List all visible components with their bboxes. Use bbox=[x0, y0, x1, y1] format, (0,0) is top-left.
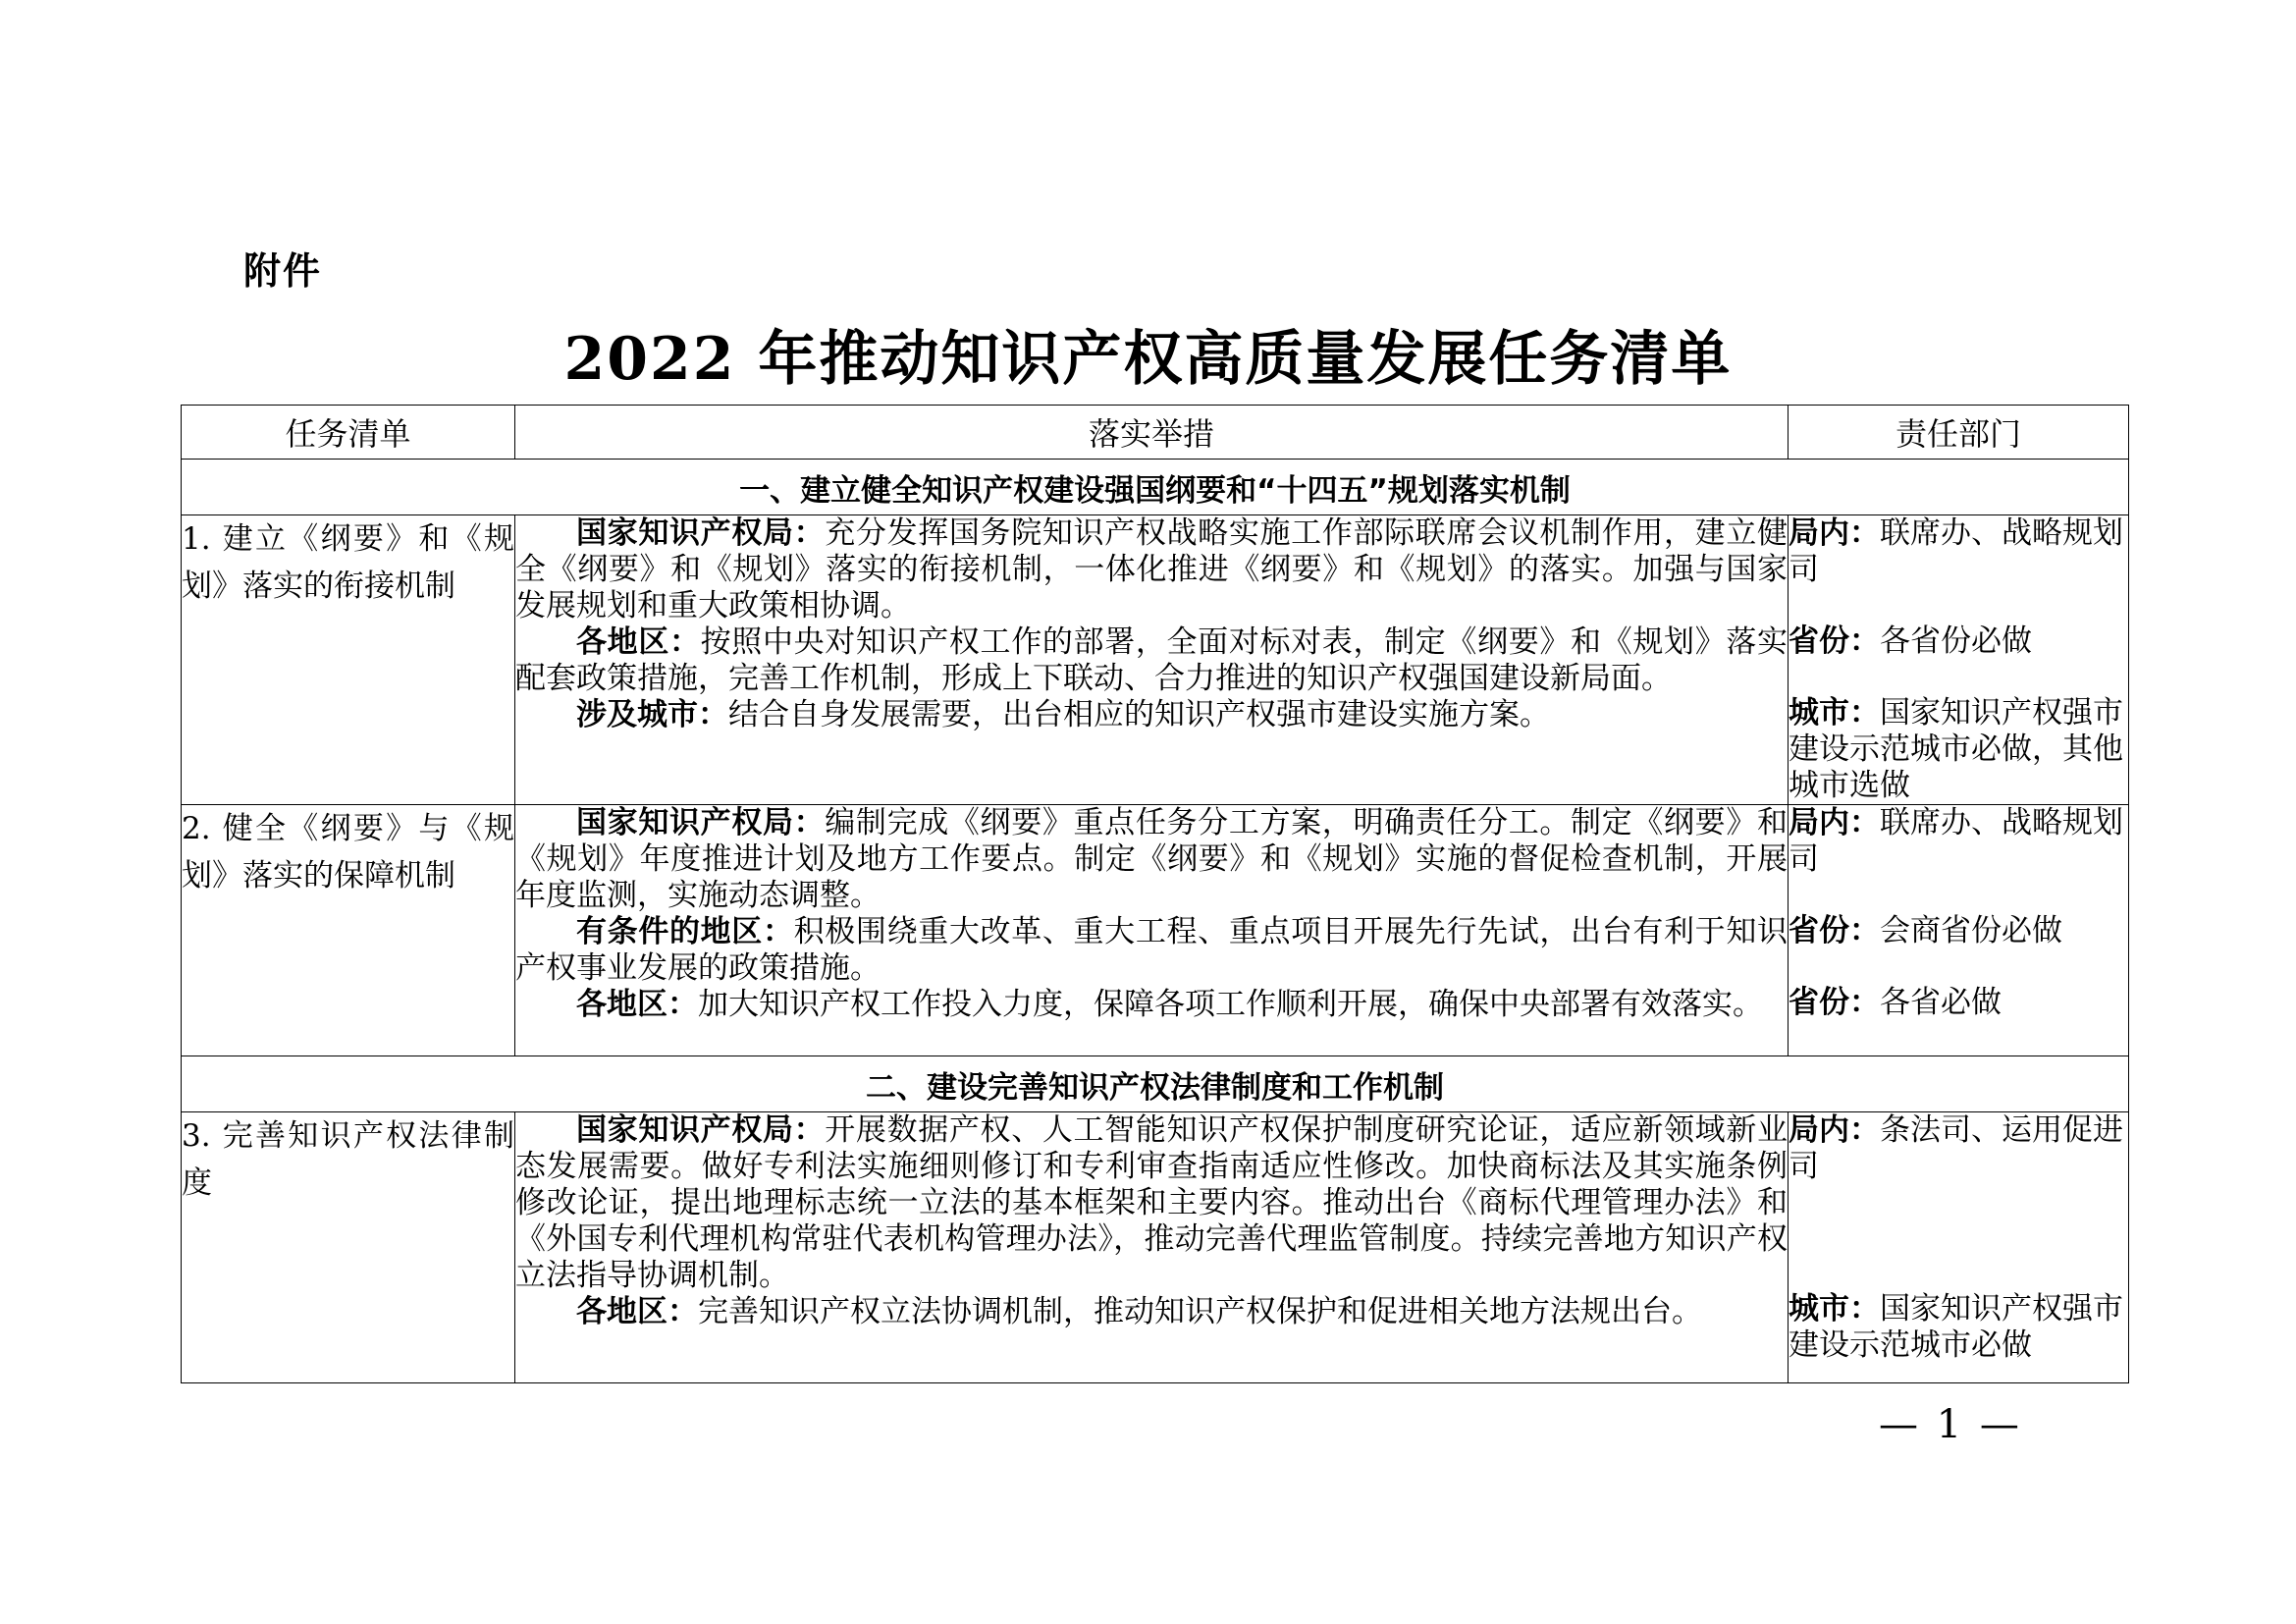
table-row bbox=[182, 515, 2129, 805]
measure-text: 加大知识产权工作投入力度，保障各项工作顺利开展，确保中央部署有效落实。 bbox=[698, 987, 1763, 1022]
attachment-label: 附件 bbox=[243, 249, 323, 293]
measure-text: 按照中央对知识产权工作的部署，全面对标对表，制定《纲要》和《规划》落实配套政策措施，完善工作机制，形成上下联动、合力推进的知识产权强国建设新局面。 bbox=[515, 624, 1789, 696]
department-label: 省份： bbox=[1789, 623, 1880, 659]
department-label: 城市： bbox=[1789, 695, 1880, 731]
measure-text: 开展数据产权、人工智能知识产权保护制度研究论证，适应新领域新业态发展需要。做好专利法实施细则修订和专利审查指南适应性修改。加快商标法及其实施条例修改论证，提出地理标志统一立法的基本框架和主要内容。推动出台《商标代理管理办法》和《外国专利代理机构常驻代表机构管理办法》，推动完善代理监管制度。持续完善地方知识产权立法指导协调机制。 bbox=[515, 1112, 1788, 1293]
department-label: 局内： bbox=[1789, 515, 1880, 551]
measures-cell bbox=[515, 515, 1789, 805]
measure-text: 完善知识产权立法协调机制，推动知识产权保护和促进相关地方法规出台。 bbox=[698, 1294, 1702, 1329]
department-text: 联席办、战略规划司 bbox=[1789, 805, 2123, 877]
page-number: — 1 — bbox=[1879, 1402, 2022, 1447]
measure-item bbox=[515, 697, 1788, 733]
department-label: 局内： bbox=[1789, 805, 1880, 840]
department-entry bbox=[1789, 805, 2128, 878]
department-entry bbox=[1789, 515, 2128, 588]
measure-item bbox=[515, 805, 1788, 914]
department-entry bbox=[1789, 985, 2128, 1021]
department-entry bbox=[1789, 1112, 2128, 1185]
department-text: 联席办、战略规划司 bbox=[1789, 515, 2123, 587]
department-cell bbox=[1789, 805, 2129, 1056]
section-row bbox=[182, 460, 2129, 515]
measure-item bbox=[515, 1294, 1788, 1330]
table-header-row bbox=[182, 406, 2129, 460]
measure-item bbox=[515, 1112, 1788, 1294]
measure-actor: 国家知识产权局： bbox=[576, 1112, 826, 1148]
table-row bbox=[182, 1112, 2129, 1383]
section-row bbox=[182, 1056, 2129, 1112]
measure-item bbox=[515, 914, 1788, 987]
department-label: 城市： bbox=[1789, 1291, 1880, 1326]
table-row bbox=[182, 805, 2129, 1056]
measure-actor: 各地区： bbox=[576, 1294, 698, 1329]
measure-actor: 各地区： bbox=[576, 987, 698, 1022]
department-entry bbox=[1789, 913, 2128, 949]
measure-text: 编制完成《纲要》重点任务分工方案，明确责任分工。制定《纲要》和《规划》年度推进计划及地方工作要点。制定《纲要》和《规划》实施的督促检查机制，开展年度监测，实施动态调整。 bbox=[515, 805, 1788, 913]
department-label: 省份： bbox=[1789, 913, 1880, 948]
column-header-measures: 落实举措 bbox=[515, 406, 1789, 460]
measure-item bbox=[515, 624, 1788, 697]
measure-text: 结合自身发展需要，出台相应的知识产权强市建设实施方案。 bbox=[728, 697, 1550, 732]
department-label: 省份： bbox=[1789, 985, 1880, 1020]
measure-actor: 国家知识产权局： bbox=[576, 805, 826, 840]
department-text: 条法司、运用促进司 bbox=[1789, 1112, 2123, 1184]
measure-actor: 有条件的地区： bbox=[576, 914, 794, 949]
section-heading: 一、建立健全知识产权建设强国纲要和“十四五”规划落实机制 bbox=[182, 460, 2129, 515]
measure-actor: 各地区： bbox=[576, 624, 701, 660]
department-entry bbox=[1789, 1291, 2128, 1364]
department-text: 各省必做 bbox=[1880, 985, 2002, 1020]
department-label: 局内： bbox=[1789, 1112, 1880, 1148]
task-cell: 1. 建立《纲要》和《规划》落实的衔接机制 bbox=[182, 515, 515, 805]
measures-cell bbox=[515, 805, 1789, 1056]
task-cell: 2. 健全《纲要》与《规划》落实的保障机制 bbox=[182, 805, 515, 1056]
measure-text: 充分发挥国务院知识产权战略实施工作部际联席会议机制作用，建立健全《纲要》和《规划》落实的衔接机制，一体化推进《纲要》和《规划》的落实。加强与国家发展规划和重大政策相协调。 bbox=[515, 515, 1788, 623]
section-heading: 二、建设完善知识产权法律制度和工作机制 bbox=[182, 1056, 2129, 1112]
department-cell bbox=[1789, 515, 2129, 805]
department-text: 国家知识产权强市建设示范城市必做，其他城市选做 bbox=[1789, 695, 2123, 803]
measure-actor: 国家知识产权局： bbox=[576, 515, 826, 551]
department-text: 国家知识产权强市建设示范城市必做 bbox=[1789, 1291, 2123, 1363]
task-cell: 3. 完善知识产权法律制度 bbox=[182, 1112, 515, 1383]
department-cell bbox=[1789, 1112, 2129, 1383]
measure-item bbox=[515, 987, 1788, 1023]
department-text: 各省份必做 bbox=[1880, 623, 2032, 659]
department-entry bbox=[1789, 623, 2128, 660]
department-text: 会商省份必做 bbox=[1880, 913, 2062, 948]
measures-cell bbox=[515, 1112, 1789, 1383]
measure-item bbox=[515, 515, 1788, 624]
column-header-task: 任务清单 bbox=[182, 406, 515, 460]
department-entry bbox=[1789, 695, 2128, 804]
document-title: 2022 年推动知识产权高质量发展任务清单 bbox=[563, 325, 1733, 394]
task-table bbox=[181, 405, 2129, 1383]
column-header-department: 责任部门 bbox=[1789, 406, 2129, 460]
measure-text: 积极围绕重大改革、重大工程、重点项目开展先行先试，出台有利于知识产权事业发展的政策措施。 bbox=[515, 914, 1789, 986]
measure-actor: 涉及城市： bbox=[576, 697, 728, 732]
